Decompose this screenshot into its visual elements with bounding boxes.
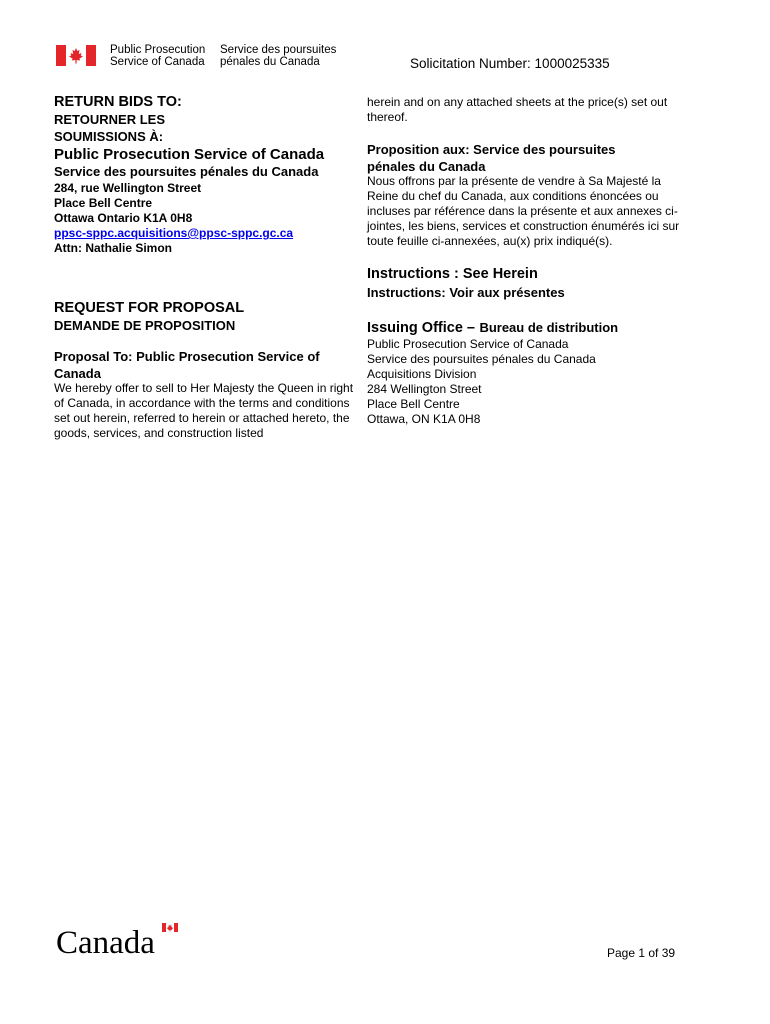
issuing-office-address bbox=[367, 337, 687, 427]
canada-flag-icon bbox=[56, 45, 96, 66]
offer-text-en: We hereby offer to sell to Her Majesty the Queen in right of Canada, in accordance with the terms and conditions set out herein, referred to herein or attached hereto, the goods, services, and construction listed bbox=[54, 381, 354, 440]
dept-en-line1: Public Prosecution bbox=[110, 44, 206, 56]
rfp-title-fr: DEMANDE DE PROPOSITION bbox=[54, 318, 236, 333]
email-link[interactable]: ppsc-sppc.acquisitions@ppsc-sppc.gc.ca bbox=[54, 226, 294, 240]
department-name-fr bbox=[220, 44, 336, 68]
issuing-office-title bbox=[367, 319, 687, 337]
canada-wordmark-logo bbox=[56, 922, 180, 956]
issuing-line6: Ottawa, ON K1A 0H8 bbox=[367, 412, 481, 426]
issuing-line2: Service des poursuites pénales du Canada bbox=[367, 352, 596, 366]
page-number: Page 1 of 39 bbox=[607, 946, 676, 960]
return-bids-title-fr: RETOURNER LES SOUMISSIONS À: bbox=[54, 112, 165, 144]
proposal-to-fr: Proposition aux: Service des poursuites pénales du Canada bbox=[367, 142, 616, 174]
issuing-line3: Acquisitions Division bbox=[367, 367, 477, 381]
dept-en-line2: Service of Canada bbox=[110, 56, 205, 68]
issuing-line4: 284 Wellington Street bbox=[367, 382, 482, 396]
return-bids-title: RETURN BIDS TO: bbox=[54, 94, 182, 110]
issuing-line5: Place Bell Centre bbox=[367, 397, 460, 411]
instructions-fr: Instructions: Voir aux présentes bbox=[367, 285, 565, 300]
return-address bbox=[54, 181, 364, 256]
rfp-title: REQUEST FOR PROPOSAL bbox=[54, 300, 245, 316]
issuing-line1: Public Prosecution Service of Canada bbox=[367, 337, 569, 351]
address-building: Place Bell Centre bbox=[54, 196, 153, 210]
department-name-en bbox=[110, 44, 205, 68]
solicitation-number: Solicitation Number: 1000025335 bbox=[410, 56, 610, 71]
instructions-en: Instructions : See Herein bbox=[367, 266, 538, 282]
offer-text-fr: Nous offrons par la présente de vendre à Sa Majesté la Reine du chef du Canada, aux conditions énoncées ou incluses par référence dans la présente et aux annexes ci-jointes, les biens, services et construction énumérés ici sur toute feuille ci-annexées, au(x) prix indiqué(s). bbox=[367, 174, 680, 248]
return-org-fr: Service des poursuites pénales du Canada bbox=[54, 164, 319, 179]
attention-line: Attn: Nathalie Simon bbox=[54, 241, 173, 255]
issuing-office-title-fr: Bureau de distribution bbox=[479, 320, 619, 335]
proposal-to-en: Proposal To: Public Prosecution Service of Canada bbox=[54, 349, 320, 381]
dept-fr-line2: pénales du Canada bbox=[220, 56, 320, 68]
wordmark-text: Canada bbox=[56, 925, 155, 956]
address-city: Ottawa Ontario K1A 0H8 bbox=[54, 211, 193, 225]
return-org-en: Public Prosecution Service of Canada bbox=[54, 146, 325, 163]
offer-text-en-continued: herein and on any attached sheets at the price(s) set out thereof. bbox=[367, 95, 668, 124]
dept-fr-line1: Service des poursuites bbox=[220, 44, 337, 56]
address-street: 284, rue Wellington Street bbox=[54, 181, 202, 195]
issuing-office-title-en: Issuing Office – bbox=[367, 320, 475, 336]
